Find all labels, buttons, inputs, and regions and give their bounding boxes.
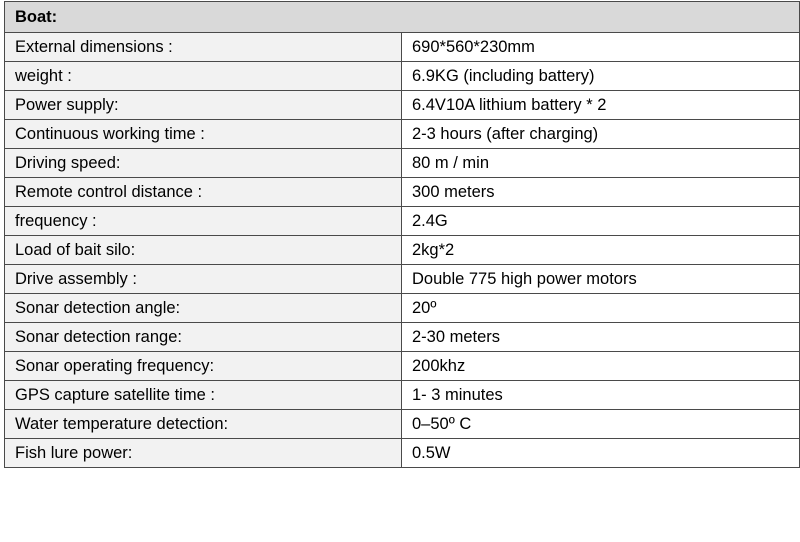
table-row <box>5 236 800 265</box>
spec-value: 2kg*2 <box>402 236 800 265</box>
spec-label: Sonar operating frequency: <box>5 352 402 381</box>
spec-value: 80 m / min <box>402 149 800 178</box>
spec-value: 0–50º C <box>402 410 800 439</box>
spec-label: Continuous working time : <box>5 120 402 149</box>
spec-label: Sonar detection range: <box>5 323 402 352</box>
spec-label: Power supply: <box>5 91 402 120</box>
spec-value: 2.4G <box>402 207 800 236</box>
spec-value: 0.5W <box>402 439 800 468</box>
spec-value: 2-30 meters <box>402 323 800 352</box>
spec-label: weight : <box>5 62 402 91</box>
spec-value: 6.4V10A lithium battery * 2 <box>402 91 800 120</box>
table-row <box>5 294 800 323</box>
table-row <box>5 33 800 62</box>
spec-table-body <box>5 2 800 468</box>
table-row <box>5 149 800 178</box>
spec-value: 2-3 hours (after charging) <box>402 120 800 149</box>
spec-label: Drive assembly : <box>5 265 402 294</box>
table-row <box>5 120 800 149</box>
spec-label: Sonar detection angle: <box>5 294 402 323</box>
table-row <box>5 352 800 381</box>
spec-label: Load of bait silo: <box>5 236 402 265</box>
spec-value: Double 775 high power motors <box>402 265 800 294</box>
spec-value: 690*560*230mm <box>402 33 800 62</box>
table-row <box>5 178 800 207</box>
spec-label: External dimensions : <box>5 33 402 62</box>
table-row <box>5 323 800 352</box>
table-row <box>5 62 800 91</box>
table-row <box>5 207 800 236</box>
spec-value: 1- 3 minutes <box>402 381 800 410</box>
table-header-row <box>5 2 800 33</box>
table-title: Boat: <box>5 2 800 33</box>
spec-value: 20º <box>402 294 800 323</box>
spec-label: Water temperature detection: <box>5 410 402 439</box>
spec-value: 6.9KG (including battery) <box>402 62 800 91</box>
table-row <box>5 265 800 294</box>
spec-label: GPS capture satellite time : <box>5 381 402 410</box>
spec-label: frequency : <box>5 207 402 236</box>
spec-label: Driving speed: <box>5 149 402 178</box>
spec-label: Fish lure power: <box>5 439 402 468</box>
table-row <box>5 410 800 439</box>
spec-table <box>4 1 800 468</box>
spec-label: Remote control distance : <box>5 178 402 207</box>
table-row <box>5 381 800 410</box>
spec-value: 200khz <box>402 352 800 381</box>
spec-value: 300 meters <box>402 178 800 207</box>
table-row <box>5 439 800 468</box>
table-row <box>5 91 800 120</box>
